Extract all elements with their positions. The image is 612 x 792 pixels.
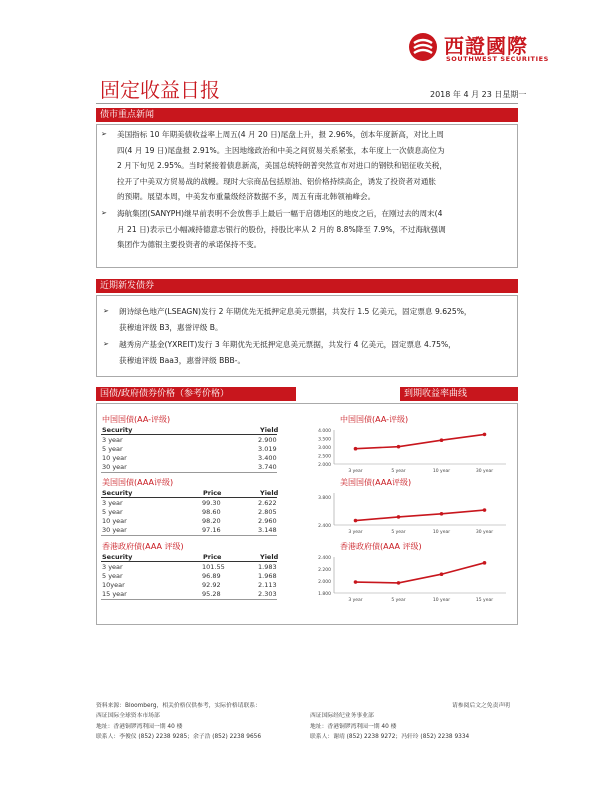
- y-tick-label: 2.000: [318, 463, 331, 468]
- table-rule: [101, 599, 277, 600]
- table-cell: 3.019: [258, 445, 277, 453]
- table-cell: 2.805: [258, 508, 277, 516]
- news-line: 2 月下旬见 2.95%。当时紧接着债息新高，美国总统特朗普突然宣布对进口的钢铁和铝征收关税，: [117, 161, 447, 170]
- curve-section-header: 到期收益率曲线: [400, 387, 518, 401]
- news-item-2: [117, 206, 446, 253]
- news-line: 的预期。展望本周，中美发布重量级经济数据不多，周五有南北韩领袖峰会。: [117, 192, 376, 201]
- footer-line: 地址：香港铜锣湾利园一期 40 楼: [96, 723, 183, 730]
- hk-chart-title: 香港政府债(AAA 评级): [340, 542, 422, 551]
- table-cell: 101.55: [202, 563, 225, 571]
- us-header-price: Price: [203, 489, 222, 497]
- footer-line: 西证国际经纪业务事业部: [310, 713, 374, 719]
- data-point: [397, 515, 401, 519]
- table-cell: 96.89: [202, 572, 221, 580]
- bullet-arrow-icon: ➢: [101, 209, 107, 217]
- data-point: [440, 438, 444, 442]
- news-line: 四(4 月 19 日)尾盘报 2.91%。主因地缘政治和中美之间贸易关系紧张，本年度上一次债息高位为: [117, 145, 445, 155]
- y-tick-label: 2.500: [318, 454, 331, 460]
- hk-yield-chart: [300, 553, 514, 605]
- series-line: [356, 563, 485, 583]
- table-cell: 98.20: [202, 517, 221, 525]
- news-box: [96, 124, 518, 268]
- y-tick-label: 2.400: [318, 556, 331, 561]
- issue-item-1: [119, 304, 472, 335]
- report-date: 2018 年 4 月 23 日星期一: [430, 90, 527, 99]
- y-tick-label: 4.000: [318, 429, 331, 434]
- us-table-title: 美国国债(AAA评级): [102, 478, 174, 487]
- data-point: [397, 581, 401, 585]
- data-point: [483, 561, 487, 565]
- data-point: [354, 580, 358, 584]
- table-cell: 2.960: [258, 517, 277, 525]
- x-tick-label: 5 year: [391, 469, 406, 474]
- y-tick-label: 3.500: [318, 437, 331, 443]
- footer-disclaimer: 请参阅后文之免责声明: [452, 703, 510, 709]
- table-cell: 10year: [102, 581, 125, 589]
- x-tick-label: 10 year: [432, 530, 451, 535]
- news-line: 拉开了中美双方贸易战的战幔。现时大宗商品包括原油、铝价格持续高企，诱发了投资者对通胀: [117, 176, 436, 186]
- x-tick-label: 30 year: [475, 530, 494, 535]
- table-rule: [101, 535, 277, 536]
- table-cell: 10 year: [102, 454, 127, 462]
- x-tick-label: 10 year: [432, 598, 451, 603]
- us-header-yield: Yield: [260, 489, 279, 497]
- table-cell: 30 year: [102, 526, 127, 534]
- table-cell: 10 year: [102, 517, 127, 525]
- issue-line: 获穆迪评级 B3，惠誉评级 B。: [119, 322, 223, 332]
- x-tick-label: 5 year: [391, 530, 406, 535]
- china-yield-chart: [300, 426, 514, 476]
- bullet-arrow-icon: ➢: [101, 130, 107, 138]
- table-cell: 95.28: [202, 590, 221, 598]
- us-chart-title: 美国国债(AAA评级): [340, 478, 412, 487]
- hk-header-security: Security: [102, 553, 133, 561]
- china-chart-title: 中国国债(AA-评级): [340, 415, 409, 424]
- us-yield-chart: [300, 489, 514, 537]
- y-tick-label: 2.400: [318, 524, 331, 529]
- data-point: [397, 445, 401, 449]
- table-rule: [101, 561, 277, 562]
- logo-chinese-name: 西證國際: [444, 34, 528, 58]
- footer-source: 资料来源：Bloomberg，相关价格仅供参考，实际价格请联系：: [96, 703, 261, 709]
- issue-line: 越秀房产基金(YXREIT)发行 3 年期优先无抵押定息美元票据，共发行 4 亿美元，固定票息 4.75%，: [119, 340, 456, 349]
- y-tick-label: 2.000: [318, 580, 331, 585]
- data-point: [483, 433, 487, 437]
- news-line: 集团作为德银主要投资者的承诺保持不变。: [117, 240, 262, 249]
- table-cell: 30 year: [102, 463, 127, 471]
- table-cell: 5 year: [102, 445, 123, 453]
- news-section-header: 债市重点新闻: [96, 108, 518, 122]
- table-cell: 97.16: [202, 526, 221, 534]
- table-cell: 98.60: [202, 508, 221, 516]
- table-cell: 2.622: [258, 499, 277, 507]
- china-header-security: Security: [102, 426, 133, 434]
- x-tick-label: 10 year: [432, 469, 451, 474]
- x-tick-label: 3 year: [348, 530, 363, 535]
- data-point: [354, 447, 358, 451]
- x-tick-label: 30 year: [475, 469, 494, 474]
- y-tick-label: 3.800: [318, 496, 331, 501]
- issues-section-header: 近期新发债券: [96, 279, 518, 293]
- company-logo-icon: [408, 32, 438, 62]
- footer-line: 地址：香港铜锣湾利园一期 40 楼: [310, 723, 397, 730]
- page-title: 固定收益日报: [100, 78, 220, 102]
- table-cell: 1.968: [258, 572, 277, 580]
- table-cell: 2.900: [258, 436, 277, 444]
- footer-contact-right: [310, 711, 469, 743]
- y-tick-label: 1.800: [318, 592, 331, 597]
- table-rule: [101, 434, 277, 435]
- x-tick-label: 15 year: [475, 598, 494, 603]
- footer-line: 联系人：李俊仪 (852) 2238 9285；余子浩 (852) 2238 9656: [96, 734, 262, 741]
- bullet-arrow-icon: ➢: [103, 340, 109, 348]
- y-tick-label: 2.200: [318, 568, 331, 573]
- table-cell: 3 year: [102, 436, 123, 444]
- table-cell: 5 year: [102, 508, 123, 516]
- series-line: [356, 434, 485, 448]
- table-cell: 3 year: [102, 563, 123, 571]
- table-cell: 3.400: [258, 454, 277, 462]
- x-tick-label: 3 year: [348, 469, 363, 474]
- x-tick-label: 5 year: [391, 598, 406, 603]
- data-point: [440, 512, 444, 516]
- table-cell: 3.148: [258, 526, 277, 534]
- footer-line: 西证国际全球资本市场部: [96, 713, 160, 719]
- header-divider: [96, 103, 518, 104]
- table-cell: 92.92: [202, 581, 221, 589]
- news-line: 美国指标 10 年期美债收益率上周五(4 月 20 日)尾盘上升，报 2.96%，创本年度新高，对比上周: [117, 130, 444, 139]
- issue-line: 朗诗绿色地产(LSEAGN)发行 2 年期优先无抵押定息美元票据，共发行 1.5 亿美元，固定票息 9.625%，: [119, 307, 472, 316]
- logo-english-name: SOUTHWEST SECURITIES: [446, 55, 549, 63]
- table-cell: 15 year: [102, 590, 127, 598]
- hk-header-yield: Yield: [260, 553, 279, 561]
- prices-section-header: 国债/政府债券价格（参考价格）: [96, 387, 296, 401]
- hk-table-title: 香港政府债(AAA 评级): [102, 542, 184, 551]
- footer-contact-left: [96, 711, 261, 743]
- news-line: 月 21 日)表示已小幅减持德意志银行的股份，持股比率从 2 月的 8.8%降至 7.9%，不过海航强调: [117, 224, 446, 234]
- china-table-title: 中国国债(AA-评级): [102, 415, 171, 424]
- data-point: [354, 519, 358, 523]
- issue-item-2: [119, 337, 456, 368]
- us-header-security: Security: [102, 489, 133, 497]
- china-header-yield: Yield: [260, 426, 279, 434]
- table-rule: [101, 497, 277, 498]
- data-point: [483, 508, 487, 512]
- news-line: 海航集团(SANYPH)继早前表明不会放售手上最后一幅于启德地区的地皮之后，在刚过去的周末(4: [117, 209, 443, 218]
- news-item-1: [117, 127, 447, 205]
- table-cell: 99.30: [202, 499, 221, 507]
- x-tick-label: 3 year: [348, 598, 363, 603]
- table-cell: 5 year: [102, 572, 123, 580]
- footer-line: 联系人：谢靖 (852) 2238 9272；冯轩玲 (852) 2238 9334: [310, 734, 470, 741]
- issue-line: 获穆迪评级 Baa3，惠誉评级 BBB-。: [119, 355, 246, 365]
- table-cell: 2.303: [258, 590, 277, 598]
- series-line: [356, 510, 485, 521]
- table-cell: 2.113: [258, 581, 277, 589]
- table-cell: 3.740: [258, 463, 277, 471]
- table-rule: [101, 472, 277, 473]
- hk-header-price: Price: [203, 553, 222, 561]
- issues-box: [96, 295, 518, 377]
- data-point: [440, 572, 444, 576]
- table-cell: 1.983: [258, 563, 277, 571]
- y-tick-label: 3.000: [318, 446, 331, 451]
- bullet-arrow-icon: ➢: [103, 307, 109, 315]
- table-cell: 3 year: [102, 499, 123, 507]
